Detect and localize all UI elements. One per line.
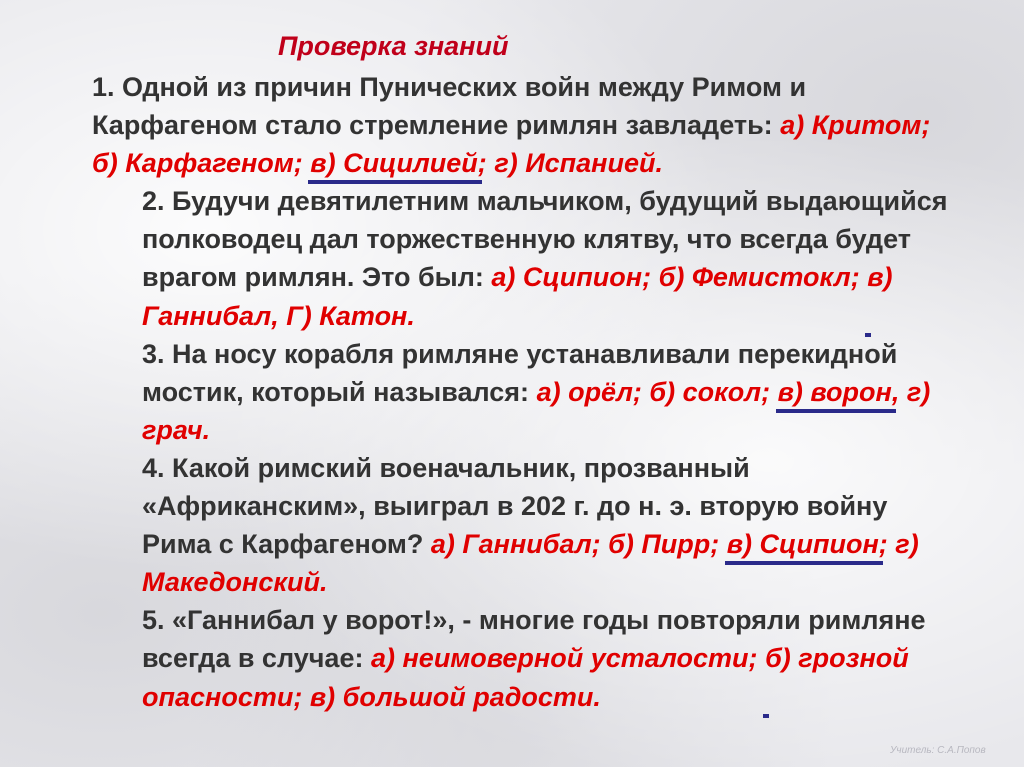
q4-option-a: а) Ганнибал; xyxy=(430,529,601,560)
quiz-body xyxy=(62,68,962,716)
q3-option-c-separator: , xyxy=(891,376,900,407)
question-1-text: 1. Одной из причин Пунических войн между Римом и Карфагеном стало стремление римлян завладеть: xyxy=(92,72,807,141)
q1-option-a: а) Критом; xyxy=(780,110,931,141)
q1-option-d: г) Испанией. xyxy=(494,148,663,179)
q1-option-c-separator: ; xyxy=(477,148,487,179)
q2-option-d: Г) Катон. xyxy=(286,300,415,331)
question-5 xyxy=(62,601,962,715)
q4-option-b: б) Пирр; xyxy=(608,529,720,560)
question-4 xyxy=(62,449,962,601)
q1-option-c-correct: в) Сицилией xyxy=(310,148,478,179)
q4-option-d: г) Македонский. xyxy=(142,529,919,598)
question-3 xyxy=(62,335,962,449)
q2-option-b: б) Фемистокл; xyxy=(658,262,860,293)
q4-option-c-correct: в) Сципион xyxy=(726,529,879,560)
question-1 xyxy=(62,68,962,182)
q2-option-c-correct: в) Ганнибал xyxy=(142,262,893,331)
q5-option-b-separator: ; xyxy=(293,681,303,712)
q5-option-a: а) неимоверной усталости; xyxy=(370,643,758,674)
footer-author: Учитель: С.А.Попов xyxy=(890,745,986,756)
q3-option-d: г) грач. xyxy=(142,376,931,445)
q3-option-c-correct: в) ворон xyxy=(777,376,892,407)
question-5-text: 5. «Ганнибал у ворот!», - многие годы повторяли римляне всегда в случае: xyxy=(142,605,926,674)
q5-option-c: в) большой радости. xyxy=(309,681,601,712)
question-2-text: 2. Будучи девятилетним мальчиком, будущий выдающийся полководец дал торжественную клятву, что всегда будет врагом римлян. Это был: xyxy=(142,186,948,293)
q4-option-c-separator: ; xyxy=(878,529,888,560)
q2-option-a: а) Сципион; xyxy=(491,262,652,293)
question-2 xyxy=(62,182,962,334)
q1-option-b: б) Карфагеном; xyxy=(92,148,303,179)
q3-option-b: б) сокол; xyxy=(649,376,771,407)
q2-option-c-separator: , xyxy=(271,300,279,331)
slide-title: Проверка знаний xyxy=(278,31,509,61)
question-3-text: 3. На носу корабля римляне устанавливали перекидной мостик, который назывался: xyxy=(142,338,898,407)
question-4-text: 4. Какой римский военачальник, прозванный «Африканским», выиграл в 202 г. до н. э. вторую войну Рима с Карфагеном? xyxy=(142,452,888,560)
q5-option-b-correct: б) грозной опасности xyxy=(142,643,909,712)
q3-option-a: а) орёл; xyxy=(536,376,642,407)
